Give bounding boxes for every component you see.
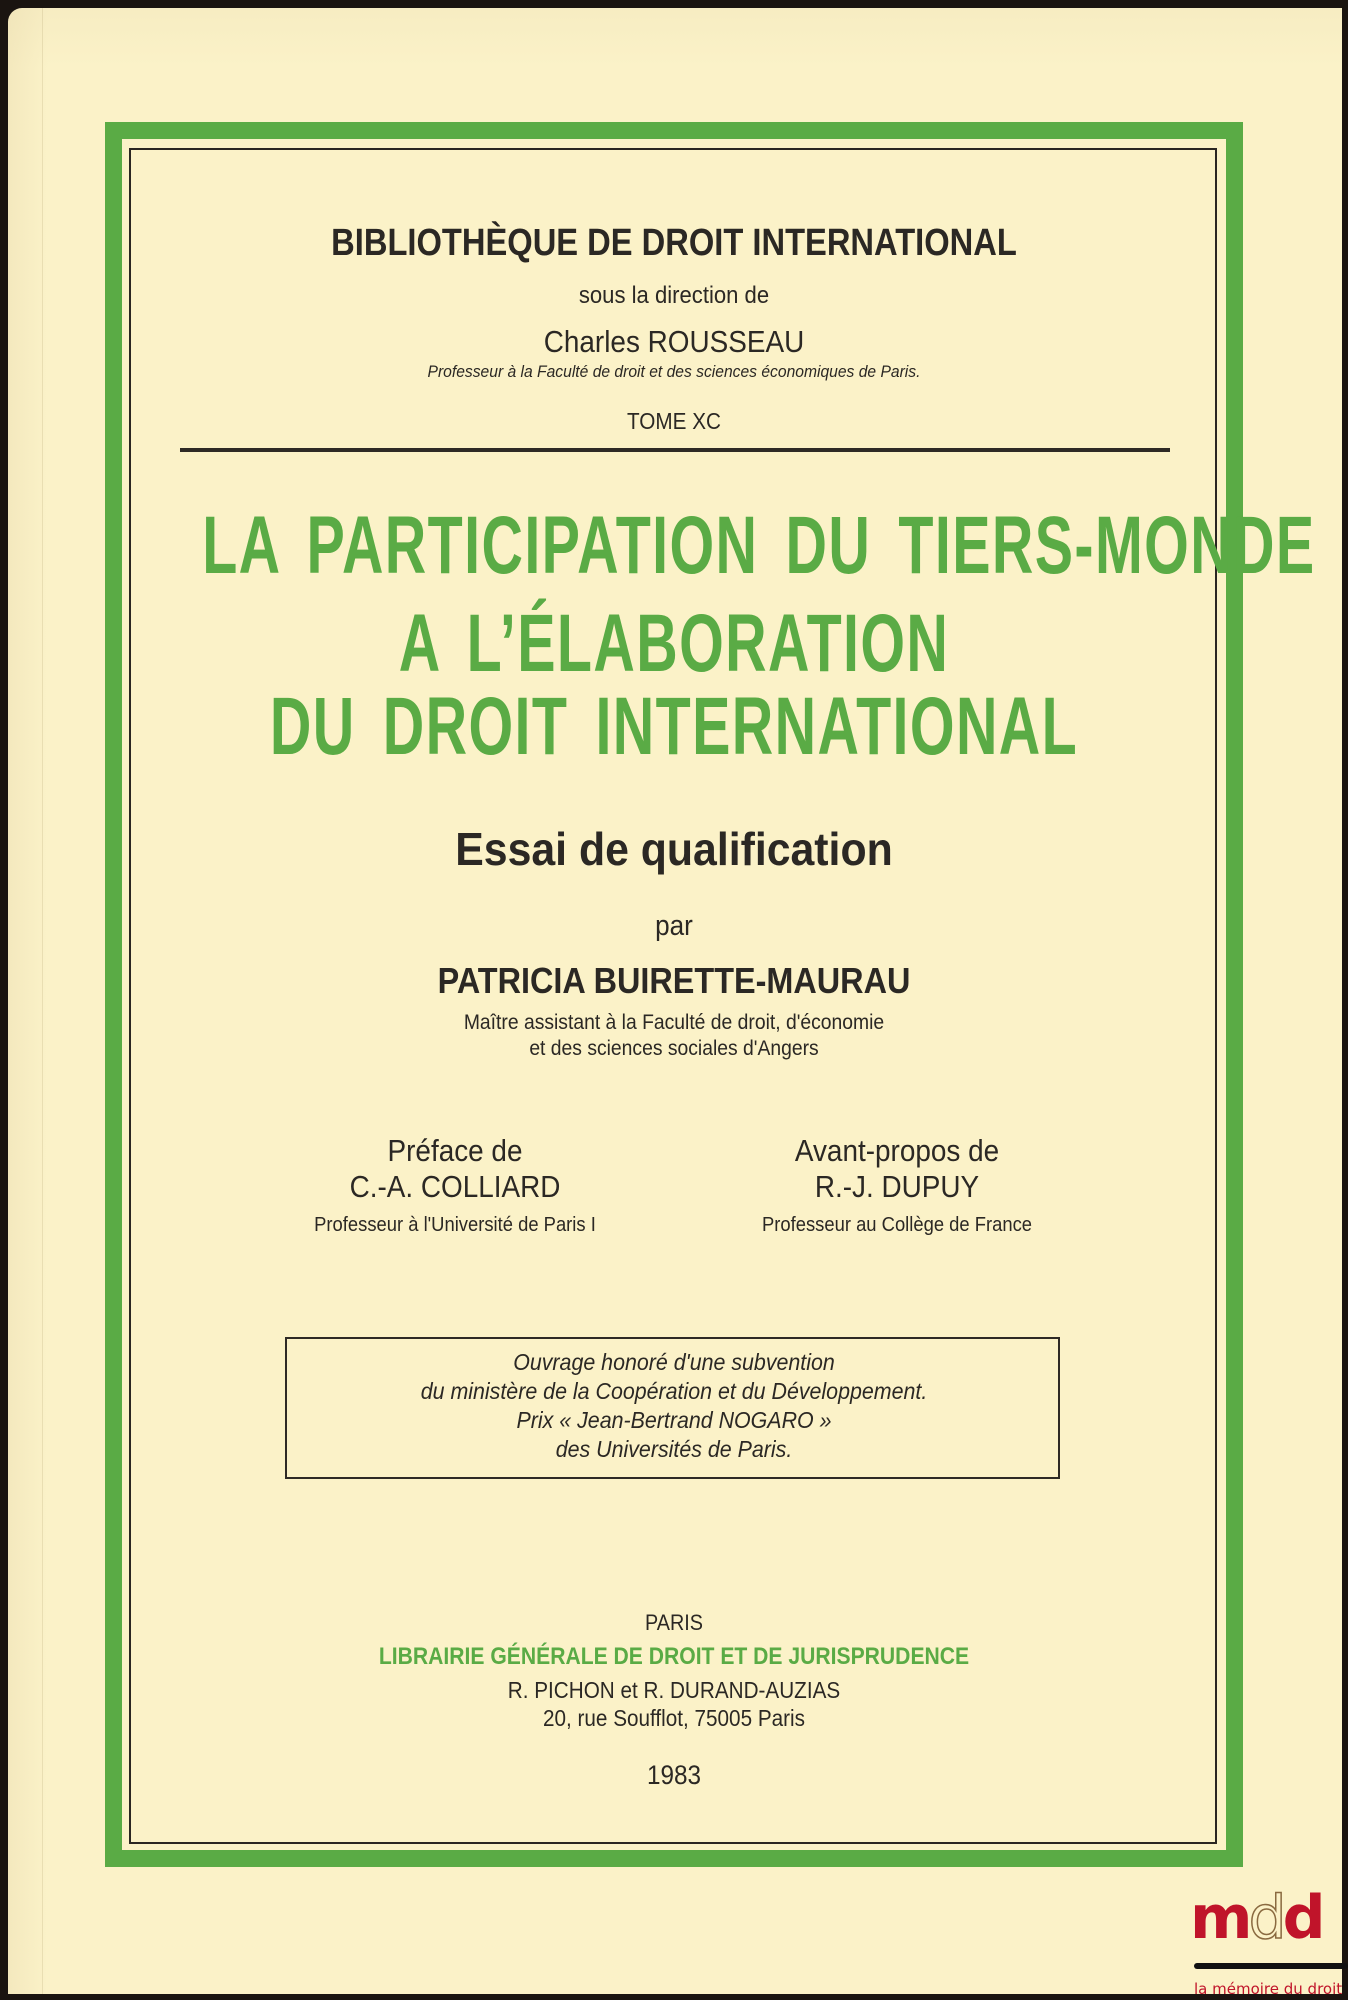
foreword-credit [697, 1133, 1097, 1239]
publisher-name: LIBRAIRIE GÉNÉRALE DE DROIT ET DE JURISPRUDENCE [378, 1643, 970, 1670]
mdd-watermark-logo [1190, 1883, 1348, 2000]
book-title-line-3: DU DROIT INTERNATIONAL [269, 681, 1079, 772]
by-label: par [655, 910, 693, 942]
book-title-line-2: A L’ÉLABORATION [398, 598, 950, 689]
foreword-role: Avant-propos de [794, 1133, 1000, 1168]
book-title-line-1: LA PARTICIPATION DU TIERS-MONDE [202, 500, 1316, 591]
mdd-logo-icon: mdd [1190, 1883, 1322, 1953]
author-affiliation [54, 1010, 1294, 1062]
logo-underline [1194, 1963, 1348, 1969]
preface-role: Préface de [387, 1133, 523, 1168]
publisher-address: 20, rue Soufflot, 75005 Paris [542, 1705, 805, 1731]
publisher-owners: R. PICHON et R. DURAND-AUZIAS [507, 1677, 841, 1703]
series-director-name: Charles ROUSSEAU [543, 324, 805, 359]
logo-tagline: la mémoire du droit [1194, 1980, 1343, 1998]
preface-affiliation: Professeur à l'Université de Paris I [314, 1214, 596, 1236]
series-name: BIBLIOTHÈQUE DE DROIT INTERNATIONAL [331, 222, 1017, 264]
author-affiliation-line: et des sciences sociales d'Angers [529, 1037, 819, 1060]
award-notice-text [0, 1348, 1348, 1464]
notice-line: des Universités de Paris. [555, 1436, 793, 1462]
author-name: PATRICIA BUIRETTE-MAURAU [437, 960, 911, 1001]
publication-year: 1983 [646, 1760, 702, 1790]
notice-line: Prix « Jean-Bertrand NOGARO » [516, 1407, 832, 1433]
notice-line: Ouvrage honoré d'une subvention [513, 1349, 835, 1375]
volume-number: TOME XC [627, 408, 721, 434]
foreword-author: R.-J. DUPUY [814, 1169, 980, 1204]
book-subtitle: Essai de qualification [455, 823, 893, 875]
series-director-title: Professeur à la Faculté de droit et des sciences économiques de Paris. [427, 362, 921, 381]
preface-credit [255, 1133, 655, 1239]
author-affiliation-line: Maître assistant à la Faculté de droit, d'économie [463, 1011, 885, 1034]
preface-author: C.-A. COLLIARD [349, 1169, 561, 1204]
header-divider [180, 448, 1170, 452]
imprint-city: PARIS [645, 1610, 703, 1635]
foreword-affiliation: Professeur au Collège de France [761, 1214, 1033, 1236]
spine-crease [42, 8, 43, 1994]
notice-line: du ministère de la Coopération et du Développement. [420, 1378, 928, 1404]
direction-label: sous la direction de [578, 282, 770, 309]
